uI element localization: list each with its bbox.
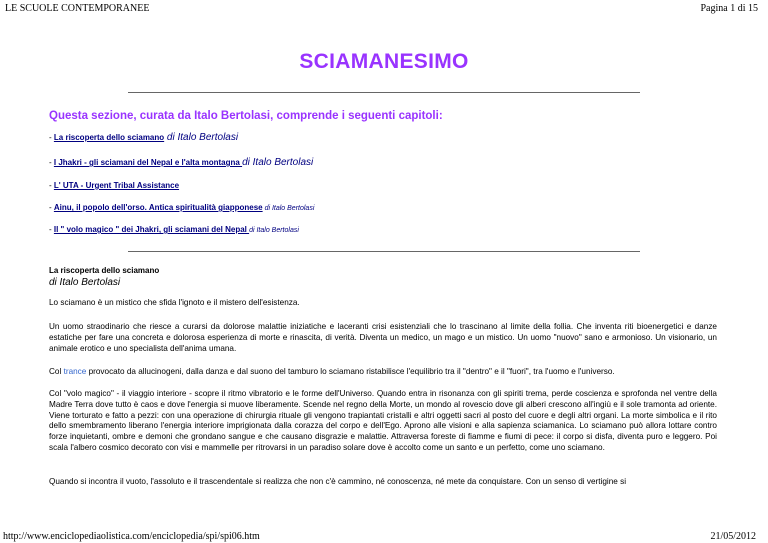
footer-url: http://www.enciclopediaolistica.com/enciclopedia/spi/spi06.htm bbox=[3, 531, 260, 542]
toc-item-4: - Ainu, il popolo dell'orso. Antica spiritualità giapponese di Italo Bertolasi bbox=[49, 203, 315, 212]
divider-bottom bbox=[128, 251, 640, 252]
toc-link-2[interactable]: I Jhakri - gli sciamani del Nepal e l'alta montagna bbox=[53, 158, 243, 167]
paragraph-2: Un uomo straodinario che riesce a curarsi da dolorose malattie iniziatiche e laceranti crisi esistenziali che lo trascinano al limite della follia. Che inventa riti bioenergetici e danze estatiche per fare una concreta e dolorosa esperienza di morte e rinascita, di verità. Diventa un medico, un mago e un mistico. Un uomo "nuovo" sano e armonioso. Un visionario, un animale erotico e uno specialista dell'anima umana. bbox=[49, 322, 717, 353]
toc-item-1: - La riscoperta dello sciamano di Italo Bertolasi bbox=[49, 132, 239, 143]
paragraph-1: Lo sciamano è un mistico che sfida l'ignoto e il mistero dell'esistenza. bbox=[49, 298, 300, 307]
footer-date: 21/05/2012 bbox=[710, 531, 756, 542]
print-header bbox=[0, 3, 768, 17]
toc-author-1: di Italo Bertolasi bbox=[164, 132, 239, 143]
toc-item-2: - I Jhakri - gli sciamani del Nepal e l'alta montagna di Italo Bertolasi bbox=[49, 157, 314, 168]
page-title: SCIAMANESIMO bbox=[299, 50, 469, 73]
section-heading: La riscoperta dello sciamano bbox=[49, 266, 160, 275]
toc-link-5[interactable]: Il " volo magico " dei Jhakri, gli sciamani del Nepal bbox=[53, 225, 250, 234]
toc-link-4[interactable]: Ainu, il popolo dell'orso. Antica spiritualità giapponese bbox=[53, 203, 263, 212]
paragraph-3: Col trance provocato da allucinogeni, dalla danza e dal suono del tamburo lo sciamano ristabilisce l'equilibrio tra il "dentro" e il "fuori", tra l'uomo e l'universo. bbox=[49, 367, 615, 376]
header-section-title: LE SCUOLE CONTEMPORANEE bbox=[5, 3, 150, 14]
paragraph-4: Col "volo magico" - il viaggio interiore - scopre il ritmo vibratorio e le forme dell'Universo. Quando entra in risonanza con gli spiriti trema, perde coscienza e sprofonda nel ventre della Madre Terra dove tutto è caos e dove l'energia si muove liberamente. Scende nel regno della Morte, un mondo al rovescio dove gli alberi crescono all'ingiù e il sole tramonta ad oriente. Viene torturato e fatto a pezzi: con una operazione di chirurgia rituale gli vengono trapiantati cristalli e altri oggetti sacri al posto del cuore e degli altri organi. La morte simbolica e il rito dello smembramento liberano l'energia interiore imprigionata dalla corazza del corpo e dell'Ego. Aprono alle visioni e alla sapienza sciamanica. Lo sciamano può allora lottare contro forze inquietanti, ombre e demoni che grondano sangue e che causano disgrazie e malattie. Attraversa foreste di fiamme e fiumi di pece: il corpo si disfa, diventa puro e leggero. Poi scala l'albero cosmico decorato con visi e mammelle per ritrovarsi in un paradiso solare dove è accolto come un santo e un perfetto, come uno sciamano. bbox=[49, 389, 717, 452]
trance-link[interactable]: trance bbox=[63, 367, 87, 376]
intro-text: Questa sezione, curata da Italo Bertolasi, comprende i seguenti capitoli: bbox=[49, 110, 443, 122]
toc-item-3: - L' UTA - Urgent Tribal Assistance bbox=[49, 181, 180, 190]
section-author: di Italo Bertolasi bbox=[49, 277, 121, 288]
header-page-number: Pagina 1 di 15 bbox=[700, 3, 758, 14]
divider-top bbox=[128, 92, 640, 93]
toc-link-1[interactable]: La riscoperta dello sciamano bbox=[53, 133, 165, 142]
toc-author-2: di Italo Bertolasi bbox=[242, 157, 314, 168]
toc-item-5: - Il " volo magico " dei Jhakri, gli sciamani del Nepal di Italo Bertolasi bbox=[49, 225, 299, 234]
paragraph-5: Quando si incontra il vuoto, l'assoluto e il trascendentale si realizza che non c'è cammino, né conoscenza, né mete da conquistare. Con un senso di vertigine si bbox=[49, 477, 627, 486]
toc-link-3[interactable]: L' UTA - Urgent Tribal Assistance bbox=[53, 181, 180, 190]
toc-author-4: di Italo Bertolasi bbox=[262, 205, 315, 212]
toc-author-5: di Italo Bertolasi bbox=[249, 227, 299, 234]
